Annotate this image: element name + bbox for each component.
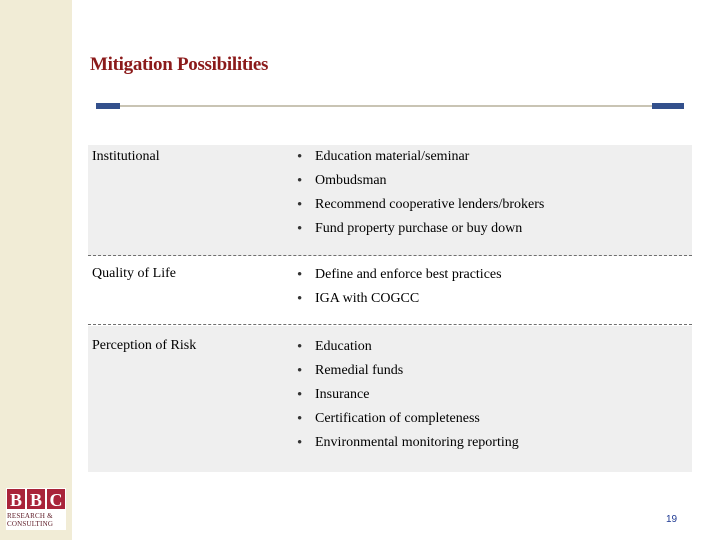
title-rule-right-accent [652,103,684,109]
page-number: 19 [666,514,678,525]
slide-title: Mitigation Possibilities [90,54,269,75]
row-label: Quality of Life [92,266,176,281]
bullet-list [296,335,519,455]
bullet-list [296,145,544,241]
row-perception-of-risk [88,326,692,472]
logo-letter: B [6,488,26,510]
bullet-item: • Remedial funds [296,359,519,383]
row-label: Institutional [92,149,160,164]
title-rule-left-accent [96,103,120,109]
row-label: Perception of Risk [92,338,197,353]
bullet-item: • Certification of completeness [296,407,519,431]
company-logo [6,488,66,530]
logo-line-1: RESEARCH & [7,512,53,520]
row-institutional [88,145,692,256]
logo-line-2: CONSULTING [7,520,54,528]
bullet-item: • Education material/seminar [296,145,544,169]
bullet-item: • Education [296,335,519,359]
logo-letter: C [46,488,66,510]
logo-letters [6,488,66,512]
logo-letter: B [26,488,46,510]
bullet-item: • Insurance [296,383,519,407]
bullet-item: • Ombudsman [296,169,544,193]
title-rule [120,105,652,107]
bullet-item: • Environmental monitoring reporting [296,431,519,455]
bullet-list [296,263,502,311]
left-sidebar-band [0,0,72,540]
bullet-item: • Recommend cooperative lenders/brokers [296,193,544,217]
row-quality-of-life [88,256,692,325]
bullet-item: • Define and enforce best practices [296,263,502,287]
bullet-item: • Fund property purchase or buy down [296,217,544,241]
bullet-item: • IGA with COGCC [296,287,502,311]
